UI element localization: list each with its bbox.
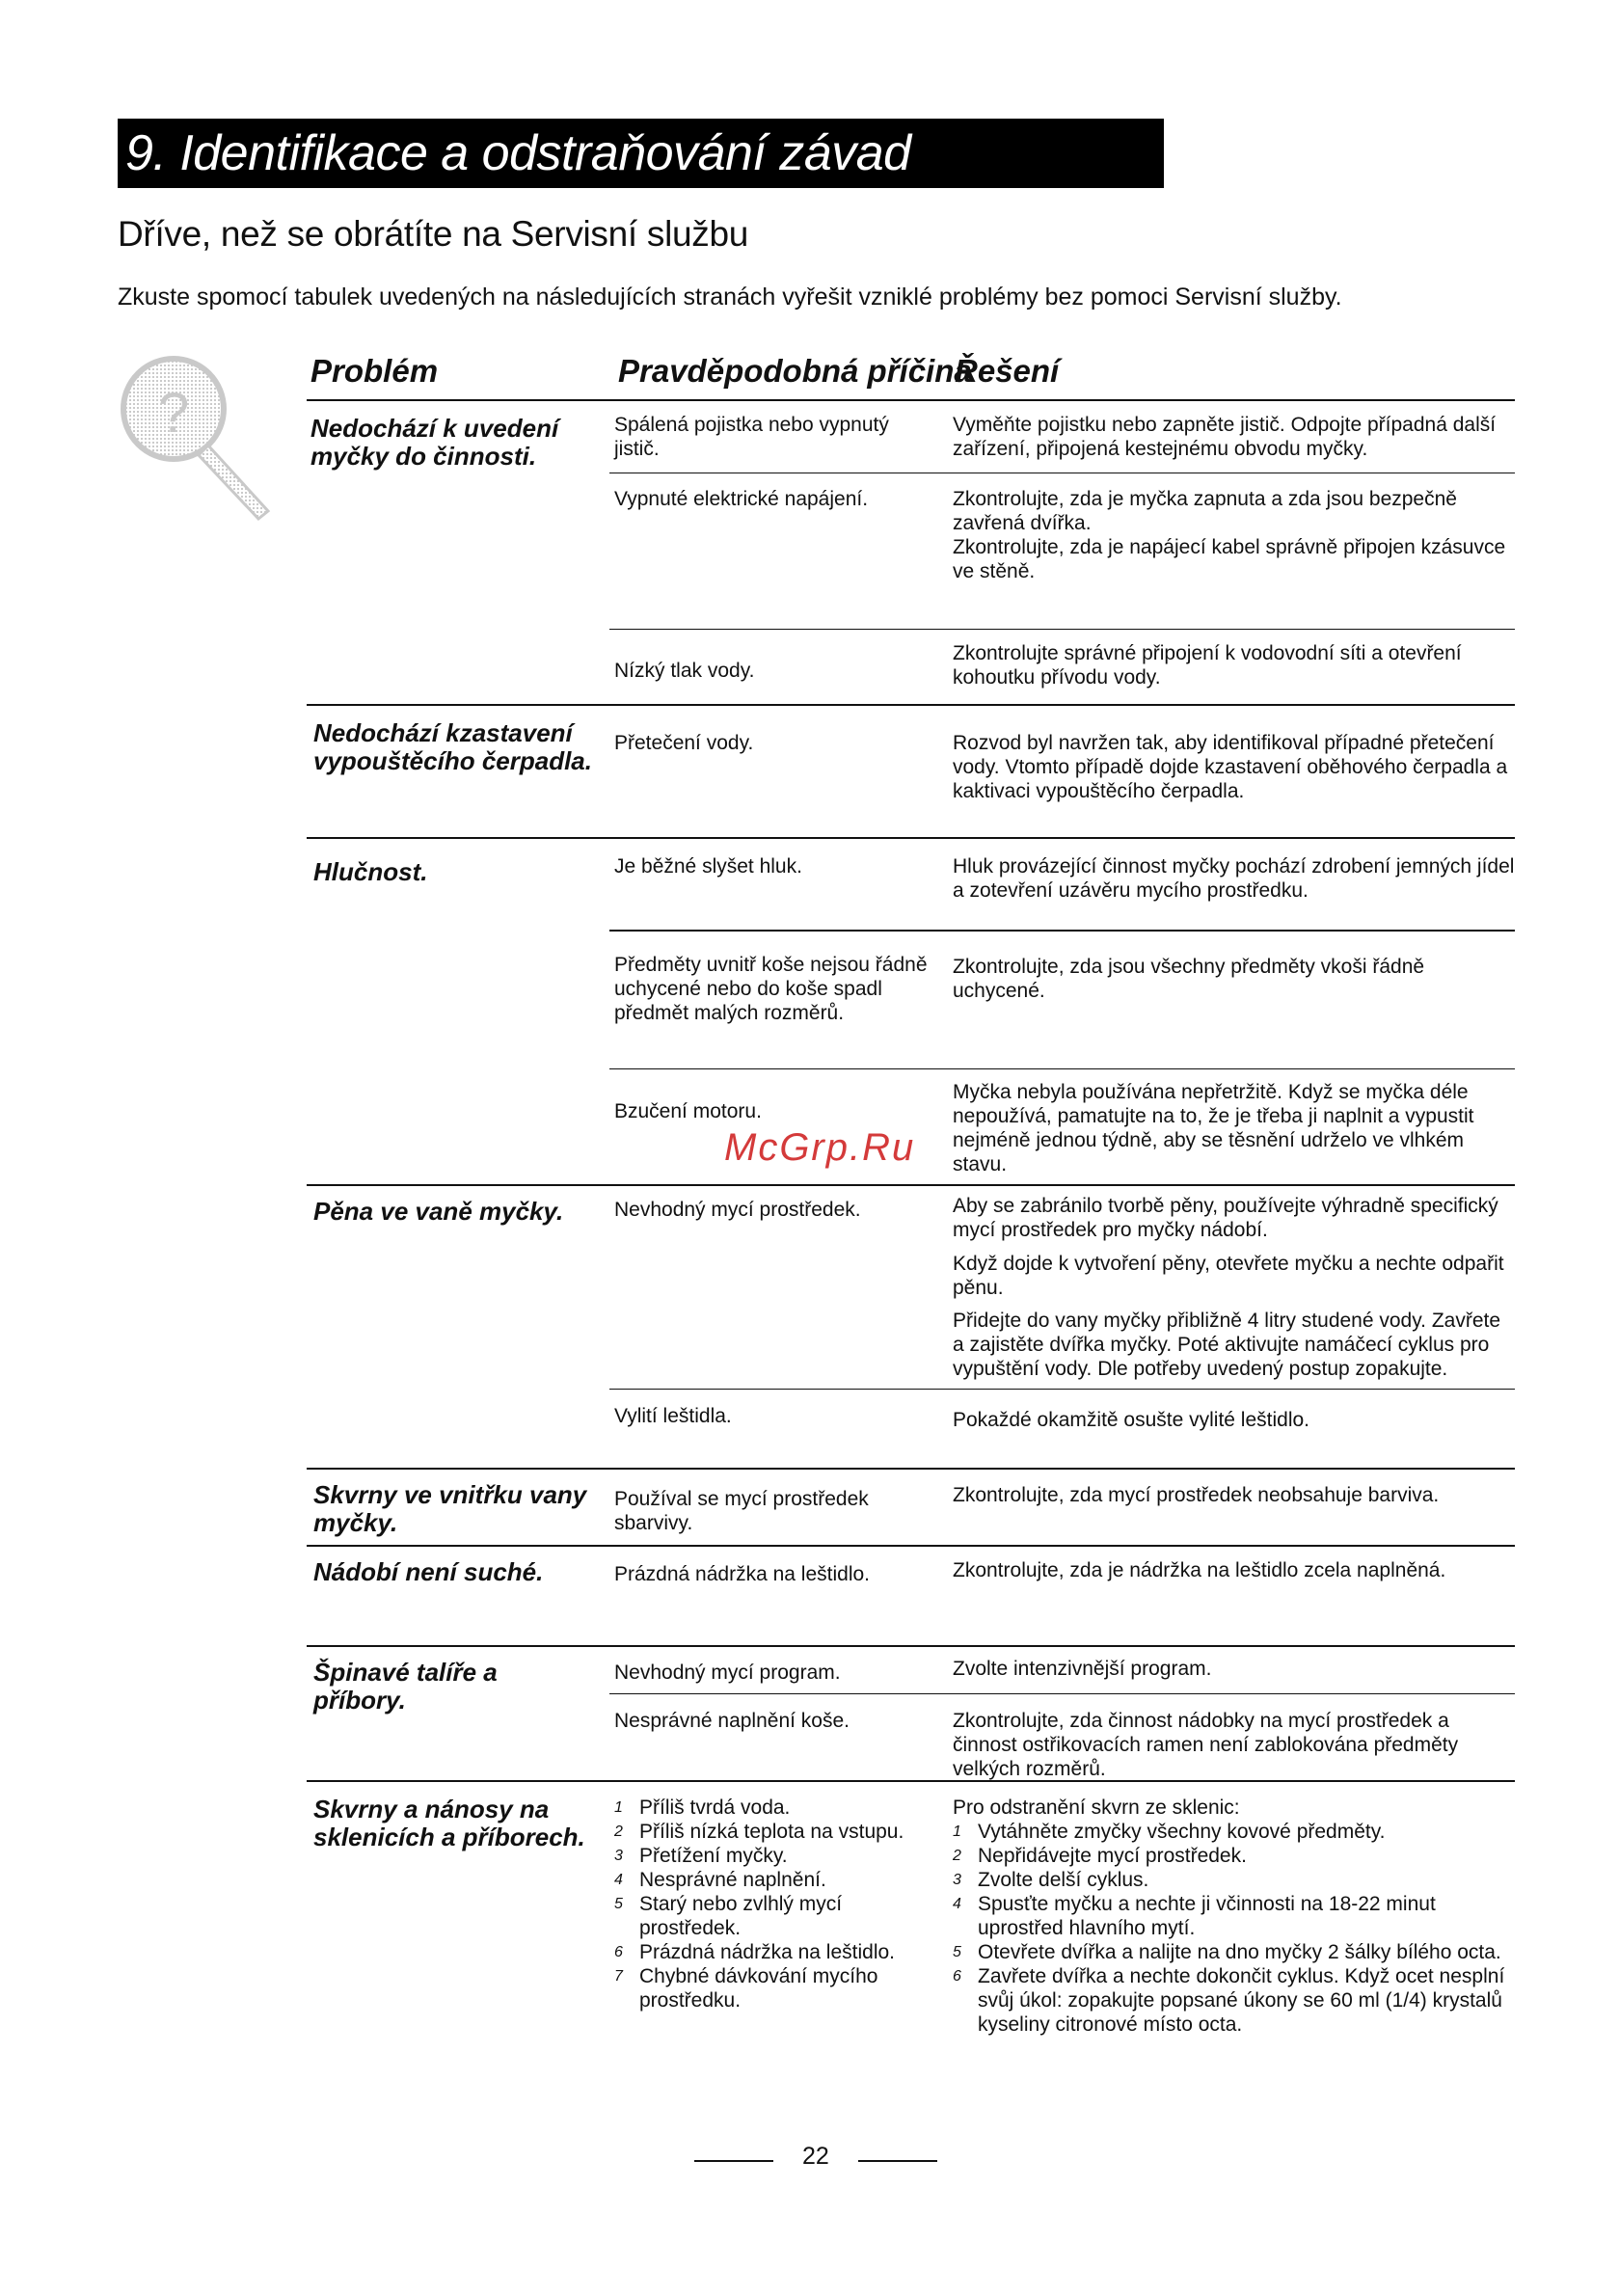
row-rule — [609, 1389, 1515, 1390]
solution-text: Pokaždé okamžitě osušte vylité leštidlo. — [953, 1409, 1310, 1431]
cause-item: Příliš nízká teplota na vstupu. — [639, 1821, 904, 1843]
solution-text: Zkontrolujte správné připojení k vodovodní síti a otevření kohoutku přívodu vody. — [953, 642, 1462, 689]
list-item — [614, 1820, 932, 1844]
solution-item: Vytáhněte zmyčky všechny kovové předměty. — [978, 1821, 1386, 1843]
solution-item: Zavřete dvířka a nechte dokončit cyklus. Když ocet nesplní svůj úkol: zopakujte popsané úkony se 60 ml (1/4) krystalů kyseliny citronové místo octa. — [978, 1965, 1505, 2036]
solution-list — [953, 1796, 1515, 2037]
row-rule — [609, 1068, 1515, 1069]
col-header-solution: Řešení — [955, 353, 1060, 389]
cause-item: Nesprávné naplnění. — [639, 1869, 826, 1891]
solution-text: Hluk provázející činnost myčky pochází zdrobení jemných jídel a zotevření uzávěru mycího prostředku. — [953, 855, 1515, 902]
row-rule — [307, 1645, 1515, 1647]
col-header-problem: Problém — [310, 353, 439, 389]
problem-label: Nádobí není suché. — [313, 1557, 544, 1586]
list-item — [953, 1820, 1515, 1844]
row-rule — [609, 1693, 1515, 1694]
problem-label: Skvrny a nánosy na sklenicích a příborech. — [313, 1795, 585, 1851]
list-number: 3 — [953, 1872, 961, 1888]
solution-text: Zkontrolujte, zda je nádržka na leštidlo zcela naplněná. — [953, 1559, 1446, 1581]
solution-text: Aby se zabránilo tvorbě pěny, používejte výhradně specifický mycí prostředek pro myčky nádobí. — [953, 1195, 1498, 1241]
cause-text: Nevhodný mycí program. — [614, 1661, 841, 1684]
list-item — [614, 1940, 932, 1964]
solution-text: Zkontrolujte, zda je napájecí kabel správně připojen kzásuvce ve stěně. — [953, 536, 1506, 582]
solution-text: Zkontrolujte, zda jsou všechny předměty vkoši řádně uchycené. — [953, 956, 1425, 1002]
list-item — [953, 1892, 1515, 1940]
row-rule — [307, 837, 1515, 839]
cause-text: Je běžné slyšet hluk. — [614, 855, 802, 878]
list-item — [614, 1844, 932, 1868]
list-number: 2 — [614, 1823, 623, 1840]
solution-item: Spusťte myčku a nechte ji včinnosti na 18-22 minut uprostřed hlavního mytí. — [978, 1893, 1436, 1939]
footer-dash — [694, 2160, 773, 2162]
list-number: 6 — [953, 1968, 961, 1985]
col-header-cause: Pravděpodobná příčina — [618, 353, 972, 389]
row-rule — [609, 629, 1515, 630]
svg-text:?: ? — [158, 382, 190, 445]
solution-text: Zvolte intenzivnější program. — [953, 1658, 1212, 1680]
list-number: 4 — [614, 1872, 623, 1888]
cause-list — [614, 1796, 932, 2012]
solution-intro: Pro odstranění skvrn ze sklenic: — [953, 1796, 1240, 1819]
solution-text: Zkontrolujte, zda mycí prostředek neobsahuje barviva. — [953, 1484, 1440, 1506]
problem-label: Skvrny ve vnitřku vany myčky. — [313, 1480, 587, 1537]
cause-item: Prázdná nádržka na leštidlo. — [639, 1941, 895, 1963]
list-number: 5 — [614, 1896, 623, 1912]
cause-text: Vylití leštidla. — [614, 1405, 732, 1427]
cause-text: Prázdná nádržka na leštidlo. — [614, 1563, 870, 1585]
cause-text: Bzučení motoru. — [614, 1100, 762, 1122]
cause-item: Chybné dávkování mycího prostředku. — [639, 1965, 878, 2012]
header-rule — [307, 399, 1515, 401]
cause-text: Přetečení vody. — [614, 732, 754, 754]
list-item — [953, 1844, 1515, 1868]
row-rule — [307, 1780, 1515, 1782]
problem-label: Nedochází k uvedení myčky do činnosti. — [310, 414, 559, 471]
problem-label: Špinavé talíře a příbory. — [313, 1658, 498, 1715]
page-subtitle: Dříve, než se obrátíte na Servisní službu — [118, 214, 749, 254]
solution-text: Vyměňte pojistku nebo zapněte jistič. Odpojte případná další zařízení, připojená kestejnému obvodu myčky. — [953, 414, 1497, 460]
intro-text: Zkuste spomocí tabulek uvedených na následujících stranách vyřešit vzniklé problémy bez pomoci Servisní služby. — [118, 284, 1342, 311]
row-rule — [307, 1184, 1515, 1186]
solution-text: Když dojde k vytvoření pěny, otevřete myčku a nechte odpařit pěnu. — [953, 1253, 1504, 1299]
list-number: 4 — [953, 1896, 961, 1912]
solution-text: Rozvod byl navržen tak, aby identifikoval případné přetečení vody. Vtomto případě dojde kzastavení oběhového čerpadla a kaktivaci vypouštěcího čerpadla. — [953, 732, 1508, 802]
row-rule — [307, 1468, 1515, 1470]
magnifier-question-icon — [114, 349, 278, 523]
row-rule — [307, 1545, 1515, 1547]
footer-dash — [858, 2160, 937, 2162]
problem-label: Pěna ve vaně myčky. — [313, 1197, 564, 1226]
page-number: 22 — [802, 2143, 829, 2170]
list-item — [614, 1868, 932, 1892]
list-number: 6 — [614, 1944, 623, 1960]
problem-label: Nedochází kzastavení vypouštěcího čerpadla. — [313, 718, 592, 775]
list-item — [614, 1796, 932, 1820]
list-number: 5 — [953, 1944, 961, 1960]
cause-text: Nízký tlak vody. — [614, 660, 755, 682]
solution-text: Zkontrolujte, zda činnost nádobky na mycí prostředek a činnost ostřikovacích ramen není zablokována předměty velkých rozměrů. — [953, 1710, 1459, 1780]
page-footer — [694, 2143, 945, 2181]
solution-item: Nepřidávejte mycí prostředek. — [978, 1845, 1247, 1867]
cause-text: Nesprávné naplnění koše. — [614, 1710, 850, 1732]
solution-text: Přidejte do vany myčky přibližně 4 litry studené vody. Zavřete a zajistěte dvířka myčky. Poté aktivujte namáčecí cyklus pro vypuštění vody. Dle potřeby uvedený postup zopakujte. — [953, 1310, 1501, 1380]
list-number: 2 — [953, 1848, 961, 1864]
problem-label: Hlučnost. — [313, 857, 428, 886]
cause-text: Nevhodný mycí prostředek. — [614, 1199, 861, 1221]
solution-item: Otevřete dvířka a nalijte na dno myčky 2 šálky bílého octa. — [978, 1941, 1501, 1963]
cause-item: Starý nebo zvlhlý mycí prostředek. — [639, 1893, 843, 1939]
list-item — [614, 1892, 932, 1940]
list-item — [953, 1940, 1515, 1964]
list-item — [614, 1964, 932, 2012]
row-rule — [609, 930, 1515, 932]
cause-text: Vypnuté elektrické napájení. — [614, 488, 869, 510]
list-number: 3 — [614, 1848, 623, 1864]
list-number: 1 — [953, 1823, 961, 1840]
list-item — [953, 1964, 1515, 2037]
row-rule — [307, 704, 1515, 706]
cause-text: Předměty uvnitř koše nejsou řádně uchycené nebo do koše spadl předmět malých rozměrů. — [614, 954, 928, 1024]
cause-item: Příliš tvrdá voda. — [639, 1796, 791, 1819]
list-number: 1 — [614, 1799, 623, 1816]
cause-text: Spálená pojistka nebo vypnutý jistič. — [614, 414, 889, 460]
watermark: McGrp.Ru — [724, 1126, 916, 1169]
list-item — [953, 1868, 1515, 1892]
solution-item: Zvolte delší cyklus. — [978, 1869, 1149, 1891]
section-title: 9. Identifikace a odstraňování závad — [118, 119, 1164, 188]
cause-item: Přetížení myčky. — [639, 1845, 788, 1867]
cause-text: Používal se mycí prostředek sbarvivy. — [614, 1488, 869, 1534]
list-number: 7 — [614, 1968, 623, 1985]
solution-text: Myčka nebyla používána nepřetržitě. Když se myčka déle nepoužívá, pamatujte na to, že je třeba ji naplnit a vypustit nejméně jednou týdně, aby se těsnění udrželo ve vlhkém stavu. — [953, 1081, 1474, 1175]
solution-text: Zkontrolujte, zda je myčka zapnuta a zda jsou bezpečně zavřená dvířka. — [953, 488, 1457, 534]
